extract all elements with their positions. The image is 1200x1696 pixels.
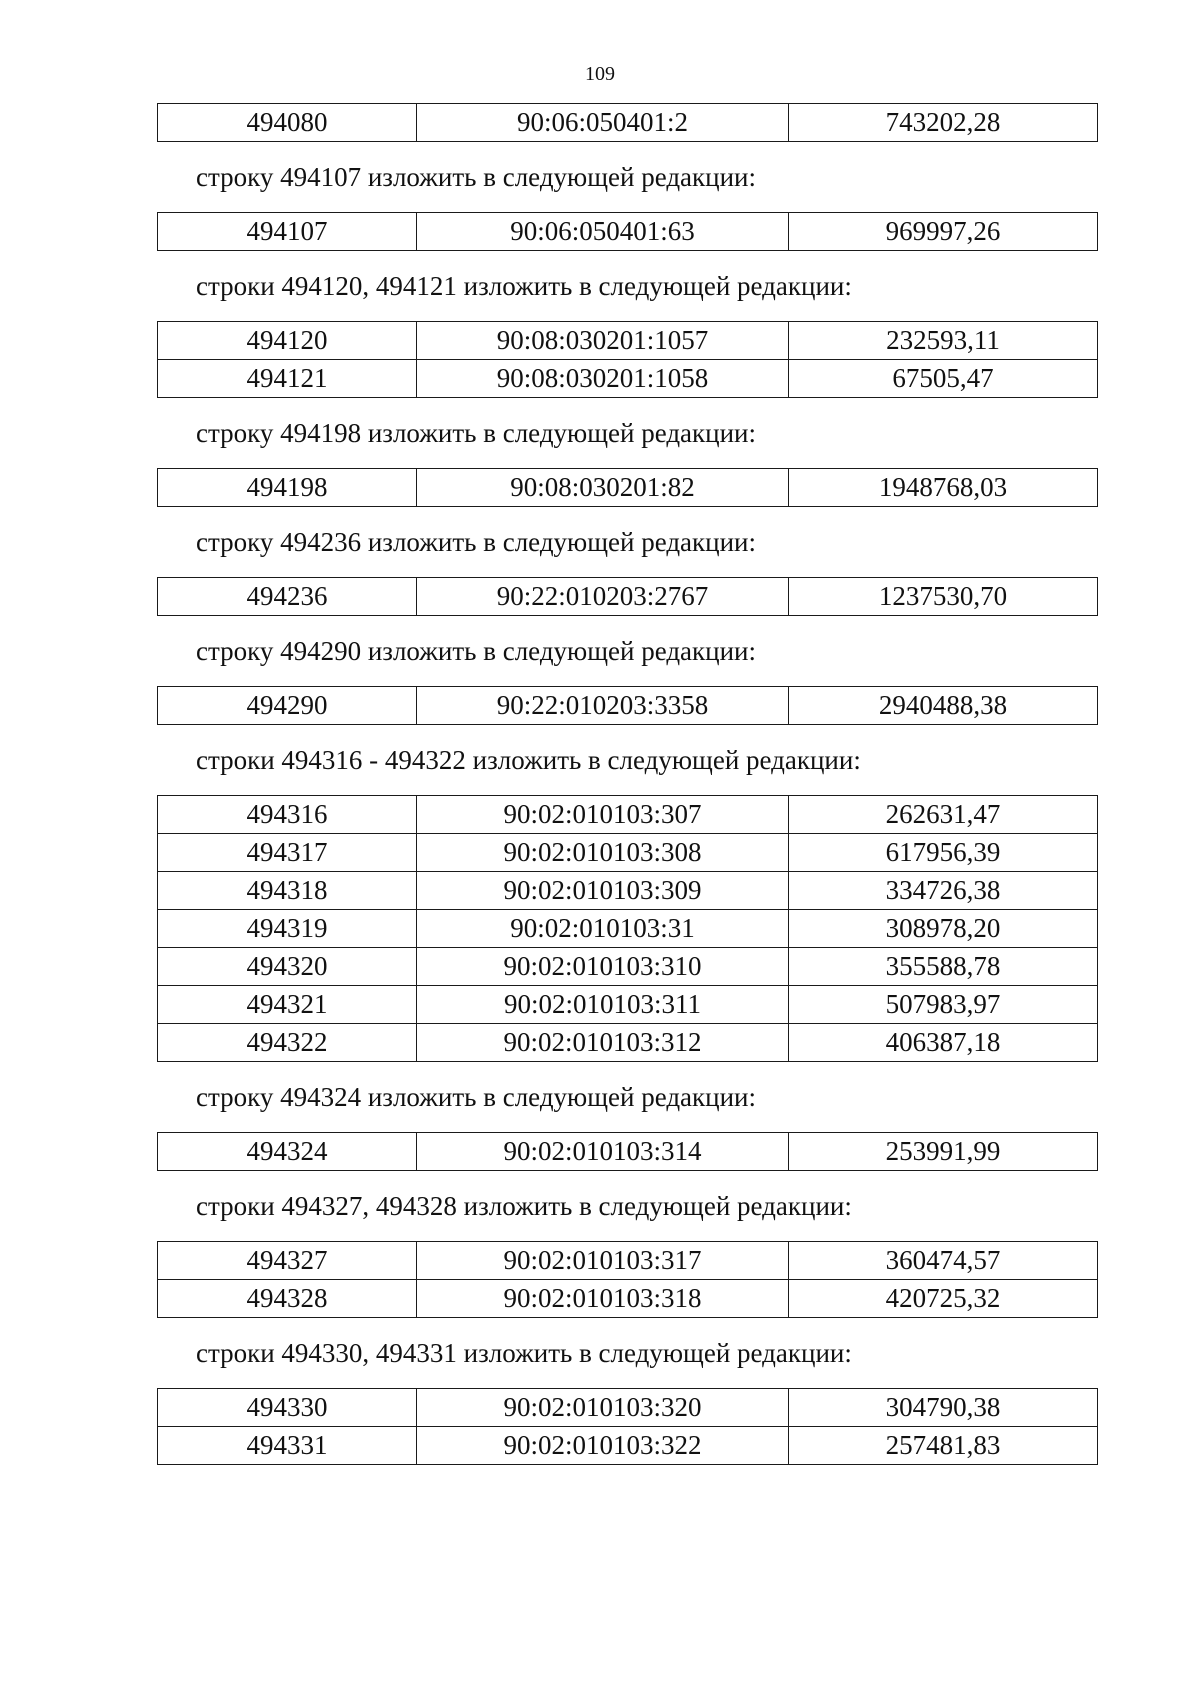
row-number-cell: 494319 <box>158 910 417 948</box>
cadastral-number-cell: 90:06:050401:2 <box>417 104 789 142</box>
instruction-text: строку 494198 изложить в следующей редакции: <box>196 418 757 448</box>
cadastral-number-cell: 90:02:010103:312 <box>417 1024 789 1062</box>
table-row <box>158 578 1098 616</box>
value-cell: 1948768,03 <box>789 469 1098 507</box>
cadastral-number-cell: 90:08:030201:82 <box>417 469 789 507</box>
instruction-text: строку 494324 изложить в следующей редакции: <box>196 1082 757 1112</box>
cadastral-number-cell: 90:08:030201:1057 <box>417 322 789 360</box>
document-body <box>157 103 1097 1465</box>
table-row <box>158 687 1098 725</box>
table-row <box>158 322 1098 360</box>
row-number-cell: 494318 <box>158 872 417 910</box>
table-row <box>158 872 1098 910</box>
value-cell: 257481,83 <box>789 1427 1098 1465</box>
data-table <box>157 686 1098 725</box>
data-table <box>157 212 1098 251</box>
value-cell: 420725,32 <box>789 1280 1098 1318</box>
table-row <box>158 1389 1098 1427</box>
value-cell: 304790,38 <box>789 1389 1098 1427</box>
data-table <box>157 577 1098 616</box>
cadastral-number-cell: 90:08:030201:1058 <box>417 360 789 398</box>
table-row <box>158 1133 1098 1171</box>
row-number-cell: 494321 <box>158 986 417 1024</box>
data-table <box>157 1132 1098 1171</box>
row-number-cell: 494198 <box>158 469 417 507</box>
data-table <box>157 321 1098 398</box>
row-number-cell: 494236 <box>158 578 417 616</box>
row-number-cell: 494121 <box>158 360 417 398</box>
row-number-cell: 494324 <box>158 1133 417 1171</box>
row-number-cell: 494331 <box>158 1427 417 1465</box>
value-cell: 308978,20 <box>789 910 1098 948</box>
row-number-cell: 494330 <box>158 1389 417 1427</box>
cadastral-number-cell: 90:06:050401:63 <box>417 213 789 251</box>
cadastral-number-cell: 90:22:010203:2767 <box>417 578 789 616</box>
value-cell: 2940488,38 <box>789 687 1098 725</box>
table-row <box>158 948 1098 986</box>
table-row <box>158 1242 1098 1280</box>
row-number-cell: 494327 <box>158 1242 417 1280</box>
data-table <box>157 1388 1098 1465</box>
data-table <box>157 1241 1098 1318</box>
cadastral-number-cell: 90:02:010103:310 <box>417 948 789 986</box>
row-number-cell: 494080 <box>158 104 417 142</box>
data-table <box>157 468 1098 507</box>
data-table <box>157 795 1098 1062</box>
instruction-text: строки 494327, 494328 изложить в следующей редакции: <box>196 1191 852 1221</box>
row-number-cell: 494328 <box>158 1280 417 1318</box>
cadastral-number-cell: 90:02:010103:317 <box>417 1242 789 1280</box>
value-cell: 406387,18 <box>789 1024 1098 1062</box>
value-cell: 262631,47 <box>789 796 1098 834</box>
value-cell: 232593,11 <box>789 322 1098 360</box>
instruction-text: строку 494236 изложить в следующей редакции: <box>196 527 757 557</box>
table-row <box>158 469 1098 507</box>
instruction-text: строки 494330, 494331 изложить в следующей редакции: <box>196 1338 852 1368</box>
row-number-cell: 494320 <box>158 948 417 986</box>
row-number-cell: 494107 <box>158 213 417 251</box>
value-cell: 507983,97 <box>789 986 1098 1024</box>
cadastral-number-cell: 90:22:010203:3358 <box>417 687 789 725</box>
value-cell: 617956,39 <box>789 834 1098 872</box>
cadastral-number-cell: 90:02:010103:31 <box>417 910 789 948</box>
row-number-cell: 494290 <box>158 687 417 725</box>
table-row <box>158 213 1098 251</box>
data-table <box>157 103 1098 142</box>
cadastral-number-cell: 90:02:010103:311 <box>417 986 789 1024</box>
instruction-text: строки 494120, 494121 изложить в следующей редакции: <box>196 271 852 301</box>
value-cell: 253991,99 <box>789 1133 1098 1171</box>
value-cell: 355588,78 <box>789 948 1098 986</box>
row-number-cell: 494316 <box>158 796 417 834</box>
table-row <box>158 1280 1098 1318</box>
table-row <box>158 834 1098 872</box>
instruction-text: строку 494107 изложить в следующей редакции: <box>196 162 757 192</box>
row-number-cell: 494120 <box>158 322 417 360</box>
row-number-cell: 494317 <box>158 834 417 872</box>
table-row <box>158 986 1098 1024</box>
page-number: 109 <box>585 63 615 85</box>
table-row <box>158 1024 1098 1062</box>
value-cell: 743202,28 <box>789 104 1098 142</box>
cadastral-number-cell: 90:02:010103:320 <box>417 1389 789 1427</box>
instruction-text: строки 494316 - 494322 изложить в следующей редакции: <box>196 745 861 775</box>
cadastral-number-cell: 90:02:010103:308 <box>417 834 789 872</box>
cadastral-number-cell: 90:02:010103:314 <box>417 1133 789 1171</box>
value-cell: 1237530,70 <box>789 578 1098 616</box>
cadastral-number-cell: 90:02:010103:322 <box>417 1427 789 1465</box>
table-row <box>158 796 1098 834</box>
cadastral-number-cell: 90:02:010103:318 <box>417 1280 789 1318</box>
cadastral-number-cell: 90:02:010103:307 <box>417 796 789 834</box>
value-cell: 969997,26 <box>789 213 1098 251</box>
cadastral-number-cell: 90:02:010103:309 <box>417 872 789 910</box>
value-cell: 360474,57 <box>789 1242 1098 1280</box>
instruction-text: строку 494290 изложить в следующей редакции: <box>196 636 757 666</box>
table-row <box>158 910 1098 948</box>
table-row <box>158 360 1098 398</box>
table-row <box>158 1427 1098 1465</box>
table-row <box>158 104 1098 142</box>
row-number-cell: 494322 <box>158 1024 417 1062</box>
value-cell: 67505,47 <box>789 360 1098 398</box>
value-cell: 334726,38 <box>789 872 1098 910</box>
